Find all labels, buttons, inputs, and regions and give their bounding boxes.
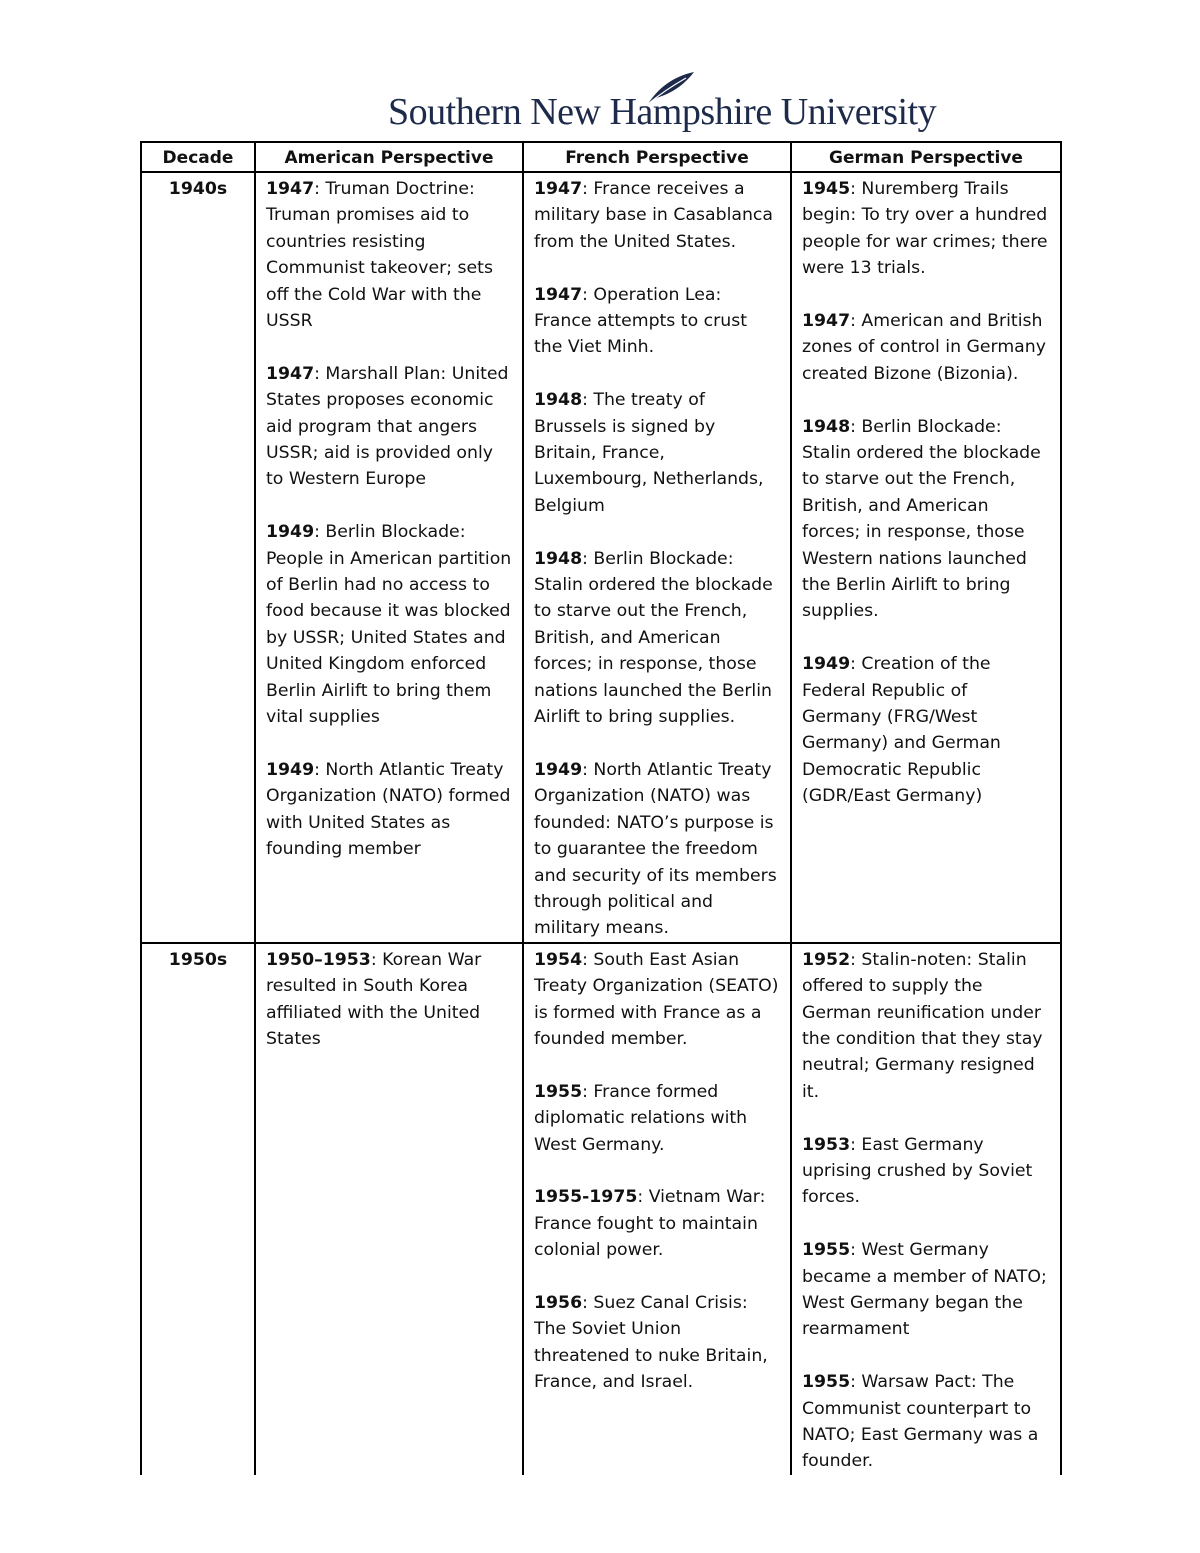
- university-logo: [388, 70, 937, 136]
- timeline-entry: [534, 947, 780, 1053]
- timeline-entry: [534, 1290, 780, 1396]
- entry-text: : East Germany uprising crushed by Soviet forces.: [802, 1134, 1033, 1208]
- entry-year: 1955: [534, 1081, 583, 1102]
- timeline-entry: [802, 1369, 1050, 1475]
- entry-text: : France formed diplomatic relations with West Germany.: [534, 1081, 748, 1155]
- american-cell: [255, 943, 523, 1475]
- entry-text: : North Atlantic Treaty Organization (NATO) was founded: NATO’s purpose is to guarantee the freedom and security of its members through political and military means.: [534, 759, 777, 939]
- header-american: American Perspective: [255, 142, 523, 172]
- logo-wordmark: Southern New Hampshire University: [388, 91, 937, 133]
- table-row: [141, 172, 1061, 943]
- entry-text: : Berlin Blockade: People in American partition of Berlin had no access to food because it was blocked by USSR; United States and United Kingdom enforced Berlin Airlift to bring them vital supplies: [266, 522, 512, 728]
- header-row: [141, 142, 1061, 172]
- entry-year: 1956: [534, 1292, 583, 1313]
- entry-year: 1948: [534, 390, 583, 411]
- entry-text: : Berlin Blockade: Stalin ordered the blockade to starve out the French, British, and American forces; in response, those nations launched the Berlin Airlift to bring supplies.: [534, 548, 773, 728]
- entry-year: 1955: [802, 1240, 851, 1261]
- timeline-entry: [266, 176, 512, 334]
- german-cell: [791, 943, 1061, 1475]
- entry-text: : Korean War resulted in South Korea affiliated with the United States: [266, 949, 482, 1049]
- timeline-entry: [266, 519, 512, 730]
- decade-cell: 1940s: [141, 172, 255, 943]
- entry-text: : West Germany became a member of NATO; West Germany began the rearmament: [802, 1240, 1047, 1340]
- entry-text: : North Atlantic Treaty Organization (NATO) formed with United States as founding member: [266, 759, 511, 860]
- entry-text: : Creation of the Federal Republic of Germany (FRG/West Germany) and German Democratic Republic (GDR/East Germany): [802, 654, 1001, 807]
- timeline-entry: [802, 414, 1050, 625]
- entry-text: : The treaty of Brussels is signed by Britain, France, Luxembourg, Netherlands, Belgium: [534, 390, 764, 516]
- timeline-entry: [534, 387, 780, 519]
- timeline-entry: [802, 651, 1050, 809]
- german-cell: [791, 172, 1061, 943]
- entry-text: : Suez Canal Crisis: The Soviet Union threatened to nuke Britain, France, and Israel.: [534, 1292, 768, 1393]
- entry-text: : Marshall Plan: United States proposes economic aid program that angers USSR; aid is provided only to Western Europe: [266, 363, 509, 490]
- entry-year: 1953: [802, 1134, 851, 1155]
- decade-cell: 1950s: [141, 943, 255, 1475]
- timeline-entry: [802, 308, 1050, 387]
- entry-text: : Truman Doctrine: Truman promises aid to countries resisting Communist takeover; sets off the Cold War with the USSR: [266, 179, 493, 332]
- entry-text: : Operation Lea: France attempts to crust the Viet Minh.: [534, 284, 747, 358]
- entry-text: : Berlin Blockade: Stalin ordered the blockade to starve out the French, British, and American forces; in response, those Western nations launched the Berlin Airlift to bring supplies.: [802, 416, 1041, 622]
- header-french: French Perspective: [523, 142, 791, 172]
- entry-year: 1947: [266, 363, 315, 384]
- table-row: [141, 943, 1061, 1475]
- entry-year: 1947: [802, 311, 851, 332]
- entry-year: 1947: [534, 284, 583, 305]
- french-cell: [523, 943, 791, 1475]
- timeline-entry: [266, 947, 512, 1053]
- entry-year: 1948: [534, 548, 583, 569]
- entry-year: 1945: [802, 179, 851, 199]
- entry-year: 1948: [802, 416, 851, 437]
- entry-year: 1949: [266, 759, 315, 780]
- entry-text: : Vietnam War: France fought to maintain colonial power.: [534, 1187, 766, 1261]
- timeline-entry: [802, 1132, 1050, 1211]
- perspectives-table: [140, 141, 1062, 1475]
- timeline-entry: [534, 282, 780, 361]
- entry-year: 1947: [534, 179, 583, 199]
- timeline-entry: [266, 757, 512, 863]
- entry-year: 1950–1953: [266, 949, 371, 970]
- entry-year: 1947: [266, 179, 315, 199]
- timeline-entry: [802, 176, 1050, 282]
- entry-text: : Warsaw Pact: The Communist counterpart to NATO; East Germany was a founder.: [802, 1372, 1039, 1472]
- header-german: German Perspective: [791, 142, 1061, 172]
- entry-year: 1955: [802, 1372, 851, 1393]
- timeline-entry: [802, 947, 1050, 1105]
- entry-year: 1949: [802, 654, 851, 675]
- timeline-entry: [534, 1184, 780, 1263]
- american-cell: [255, 172, 523, 943]
- french-cell: [523, 172, 791, 943]
- timeline-entry: [534, 757, 780, 942]
- timeline-entry: [266, 361, 512, 493]
- entry-year: 1955-1975: [534, 1187, 638, 1208]
- entry-year: 1954: [534, 949, 583, 970]
- entry-text: : France receives a military base in Casablanca from the United States.: [534, 179, 774, 252]
- timeline-entry: [534, 546, 780, 731]
- header-decade: Decade: [141, 142, 255, 172]
- timeline-entry: [534, 1079, 780, 1158]
- entry-year: 1952: [802, 949, 851, 970]
- entry-text: : Nuremberg Trails begin: To try over a hundred people for war crimes; there were 13 trials.: [802, 179, 1048, 279]
- entry-text: : Stalin-noten: Stalin offered to supply the German reunification under the condition that they stay neutral; Germany resigned it.: [802, 949, 1043, 1102]
- timeline-entry: [534, 176, 780, 255]
- entry-year: 1949: [534, 759, 583, 780]
- entry-text: : American and British zones of control in Germany created Bizone (Bizonia).: [802, 311, 1046, 384]
- entry-year: 1949: [266, 522, 315, 543]
- entry-text: : South East Asian Treaty Organization (SEATO) is formed with France as a founded member.: [534, 949, 779, 1049]
- quill-icon: [638, 70, 698, 110]
- timeline-entry: [802, 1237, 1050, 1343]
